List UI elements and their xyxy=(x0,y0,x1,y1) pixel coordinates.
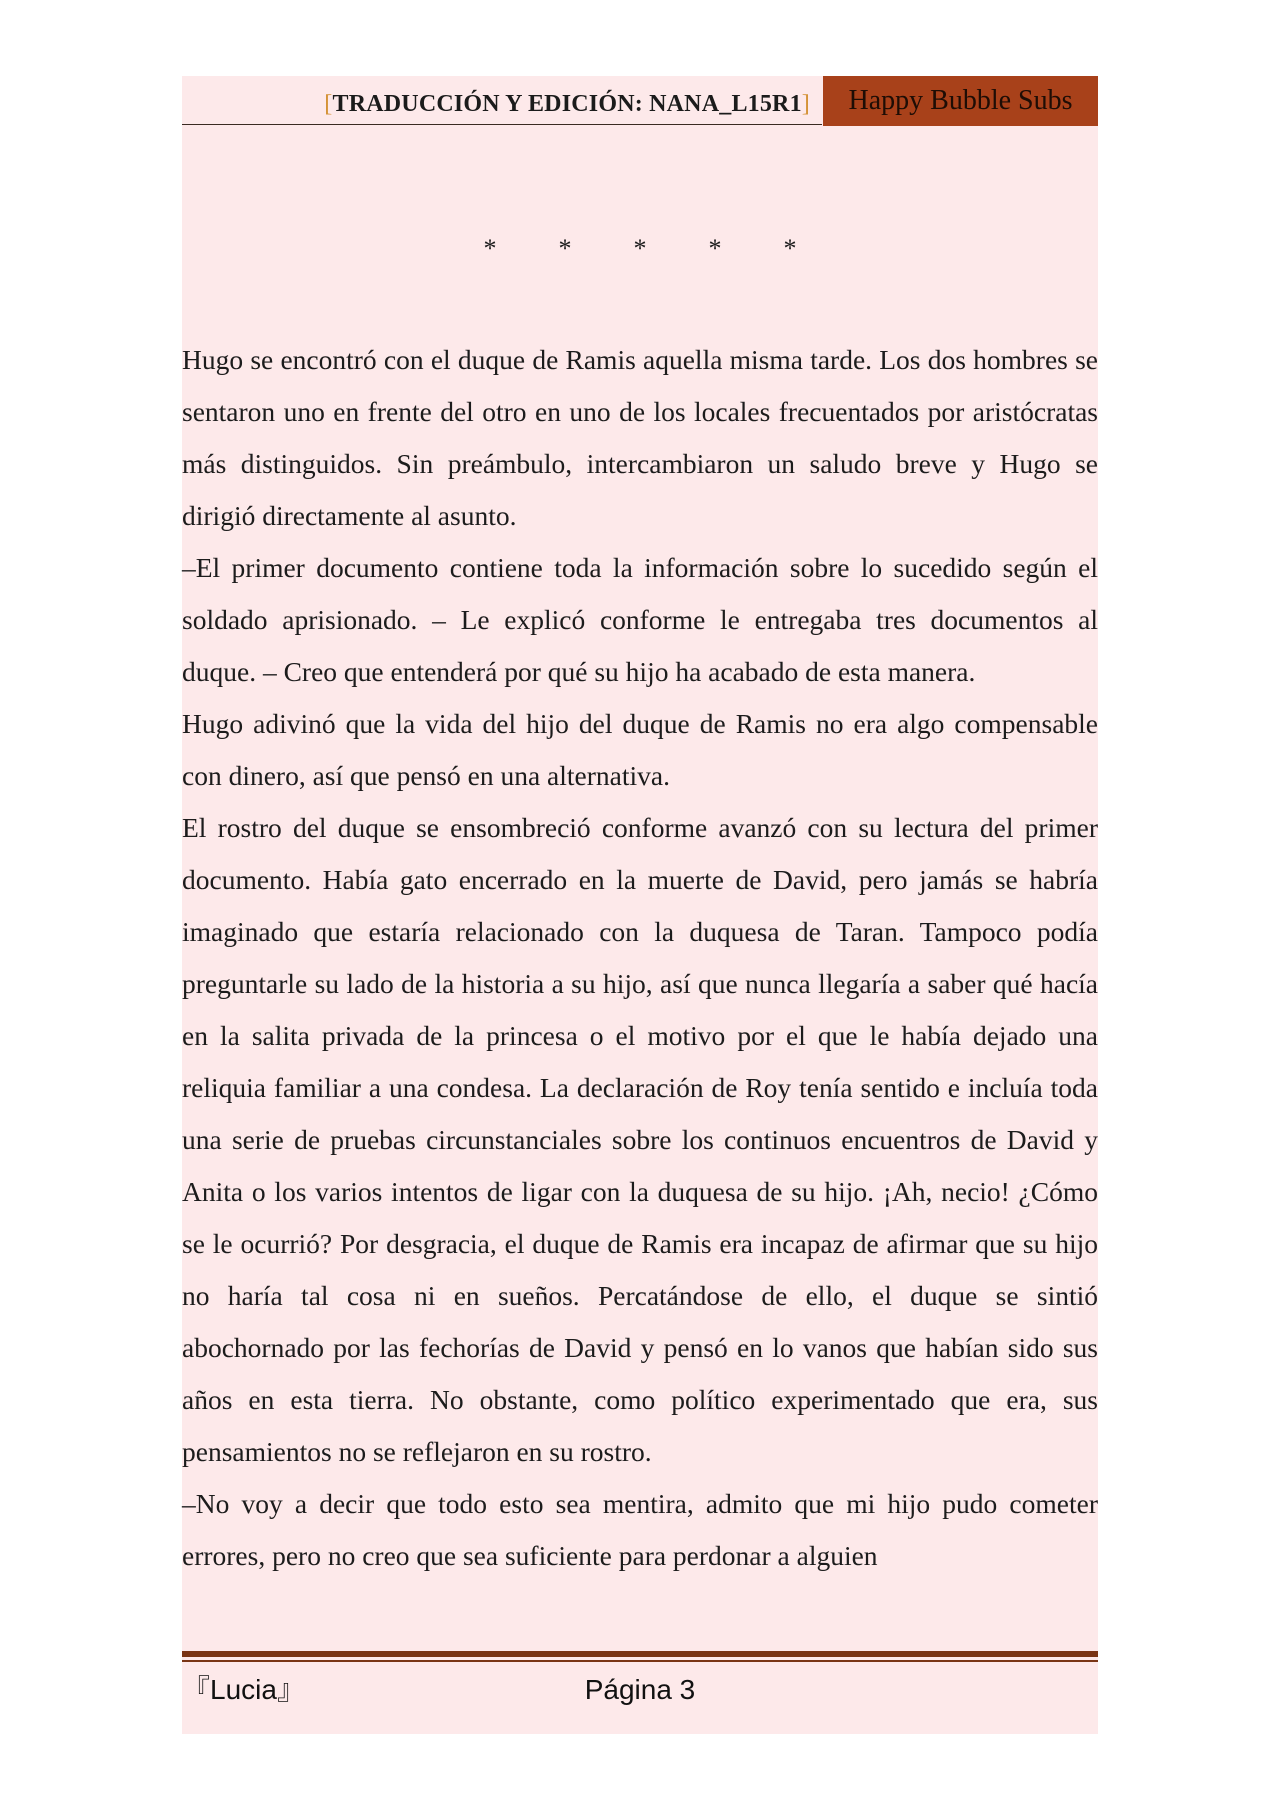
paragraph: El rostro del duque se ensombreció conforme avanzó con su lectura del primer documento. Había gato encerrado en la muerte de David, pero jamás se habría imaginado que estaría relacionado con la duquesa de Taran. Tampoco podía preguntarle su lado de la historia a su hijo, así que nunca llegaría a saber qué hacía en la salita privada de la princesa o el motivo por el que le había dejado una reliquia familiar a una condesa. La declaración de Roy tenía sentido e incluía toda una serie de pruebas circunstanciales sobre los continuos encuentros de David y Anita o los varios intentos de ligar con la duquesa de su hijo. ¡Ah, necio! ¿Cómo se le ocurrió? Por desgracia, el duque de Ramis era incapaz de afirmar que su hijo no haría tal cosa ni en sueños. Percatándose de ello, el duque se sintió abochornado por las fechorías de David y pensó en lo vanos que habían sido sus años en esta tierra. No obstante, como político experimentado que era, sus pensamientos no se reflejaron en su rostro. xyxy=(182,812,1098,1467)
separator-asterisk: * xyxy=(633,234,647,263)
section-separator xyxy=(182,234,1098,264)
paragraph: Hugo adivinó que la vida del hijo del duque de Ramis no era algo compensable con dinero, así que pensó en una alternativa. xyxy=(182,708,1098,791)
credit-text: TRADUCCIÓN Y EDICIÓN: NANA_L15R1 xyxy=(332,91,802,117)
body-text xyxy=(182,334,1098,1582)
credit-bracket-close: ] xyxy=(801,91,810,117)
footer-rule-thin xyxy=(182,1660,1098,1662)
separator-asterisk: * xyxy=(783,234,797,263)
footer-rule-thick xyxy=(182,1651,1098,1657)
credit-bracket-open: [ xyxy=(324,91,333,117)
separator-asterisk: * xyxy=(708,234,722,263)
group-name-badge: Happy Bubble Subs xyxy=(823,76,1098,126)
separator-asterisk: * xyxy=(558,234,572,263)
footer-book-title: 『Lucia』 xyxy=(182,1674,305,1705)
paragraph: Hugo se encontró con el duque de Ramis aquella misma tarde. Los dos hombres se sentaron uno en frente del otro en uno de los locales frecuentados por aristócratas más distinguidos. Sin preámbulo, intercambiaron un saludo breve y Hugo se dirigió directamente al asunto. xyxy=(182,344,1098,531)
document-page xyxy=(182,76,1098,1734)
page-number: Página 3 xyxy=(584,1674,696,1705)
page-header xyxy=(182,76,1098,126)
translation-credit xyxy=(182,76,822,125)
separator-asterisk: * xyxy=(483,234,497,263)
paragraph: –No voy a decir que todo esto sea mentira, admito que mi hijo pudo cometer errores, pero no creo que sea suficiente para perdonar a alguien xyxy=(182,1488,1098,1571)
paragraph: –El primer documento contiene toda la información sobre lo sucedido según el soldado aprisionado. – Le explicó conforme le entregaba tres documentos al duque. – Creo que entenderá por qué su hijo ha acabado de esta manera. xyxy=(182,552,1098,687)
